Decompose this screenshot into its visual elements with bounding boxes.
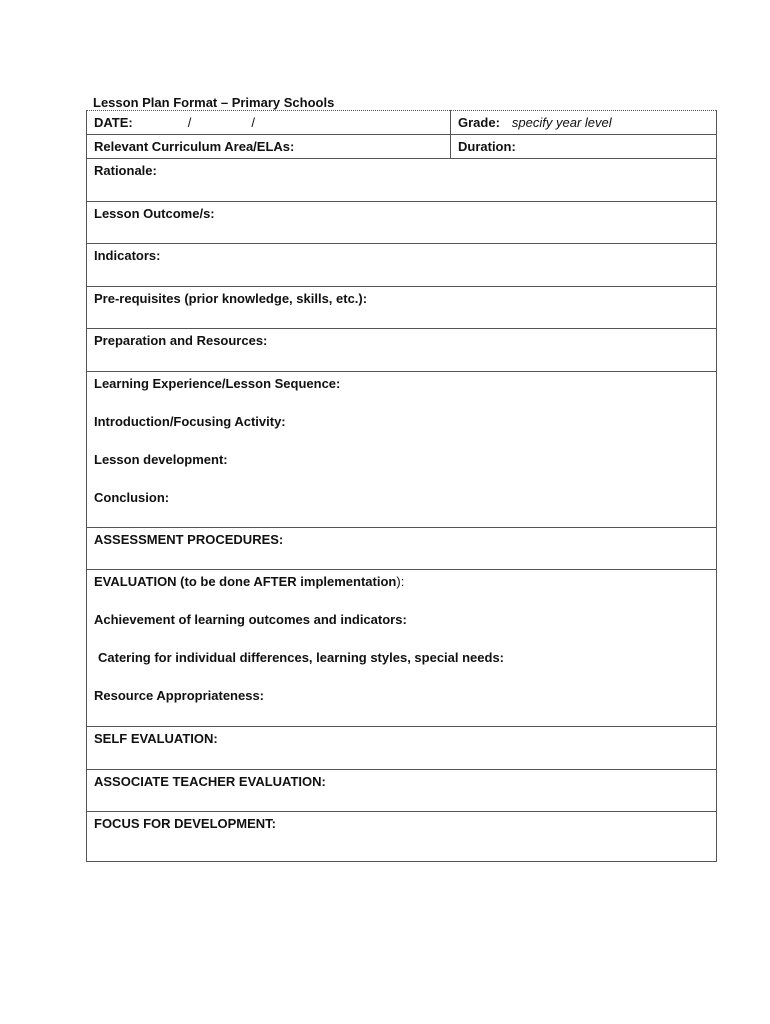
development-label: Lesson development: — [94, 452, 228, 467]
prerequisites-label: Pre-requisites (prior knowledge, skills, etc.): — [94, 291, 368, 306]
evaluation-title-text: EVALUATION (to be done AFTER implementation — [94, 574, 397, 589]
preparation-row — [87, 329, 717, 372]
date-grade-row — [87, 111, 717, 135]
assessment-cell[interactable] — [87, 528, 717, 570]
focus-cell[interactable] — [87, 812, 717, 862]
duration-cell[interactable] — [451, 135, 717, 159]
resource-label: Resource Appropriateness: — [94, 688, 265, 703]
rationale-cell[interactable] — [87, 159, 717, 202]
associate-eval-label: ASSOCIATE TEACHER EVALUATION: — [94, 774, 326, 789]
curriculum-cell[interactable] — [87, 135, 451, 159]
self-eval-label: SELF EVALUATION: — [94, 731, 218, 746]
associate-eval-row — [87, 770, 717, 812]
evaluation-title — [94, 574, 709, 589]
rationale-label: Rationale: — [94, 163, 157, 178]
curriculum-label: Relevant Curriculum Area/ELAs: — [94, 139, 295, 154]
learning-cell[interactable] — [87, 372, 717, 528]
evaluation-row — [87, 570, 717, 727]
prerequisites-row — [87, 287, 717, 329]
date-separator-1: / — [187, 115, 192, 130]
evaluation-title-end: ): — [396, 574, 405, 589]
outcomes-label: Lesson Outcome/s: — [94, 206, 215, 221]
evaluation-cell[interactable] — [87, 570, 717, 727]
grade-cell[interactable] — [451, 111, 717, 135]
indicators-label: Indicators: — [94, 248, 161, 263]
conclusion-label: Conclusion: — [94, 490, 170, 505]
preparation-label: Preparation and Resources: — [94, 333, 268, 348]
achievement-label: Achievement of learning outcomes and indicators: — [94, 612, 407, 627]
intro-label: Introduction/Focusing Activity: — [94, 414, 286, 429]
lesson-plan-form — [86, 110, 717, 862]
learning-title: Learning Experience/Lesson Sequence: — [94, 376, 341, 391]
date-cell[interactable] — [87, 111, 451, 135]
indicators-row — [87, 244, 717, 287]
catering-label: Catering for individual differences, learning styles, special needs: — [98, 650, 505, 665]
focus-label: FOCUS FOR DEVELOPMENT: — [94, 816, 277, 831]
indicators-cell[interactable] — [87, 244, 717, 287]
document-title: Lesson Plan Format – Primary Schools — [93, 95, 335, 110]
grade-label: Grade: — [458, 115, 500, 130]
assessment-label: ASSESSMENT PROCEDURES: — [94, 532, 284, 547]
outcomes-cell[interactable] — [87, 202, 717, 244]
grade-value: specify year level — [511, 115, 612, 130]
rationale-row — [87, 159, 717, 202]
duration-label: Duration: — [458, 139, 516, 154]
date-label: DATE: — [94, 115, 133, 130]
date-separator-2: / — [251, 115, 256, 130]
prerequisites-cell[interactable] — [87, 287, 717, 329]
self-eval-row — [87, 727, 717, 770]
curriculum-duration-row — [87, 135, 717, 159]
associate-eval-cell[interactable] — [87, 770, 717, 812]
assessment-row — [87, 528, 717, 570]
focus-row — [87, 812, 717, 862]
outcomes-row — [87, 202, 717, 244]
preparation-cell[interactable] — [87, 329, 717, 372]
learning-row — [87, 372, 717, 528]
self-eval-cell[interactable] — [87, 727, 717, 770]
